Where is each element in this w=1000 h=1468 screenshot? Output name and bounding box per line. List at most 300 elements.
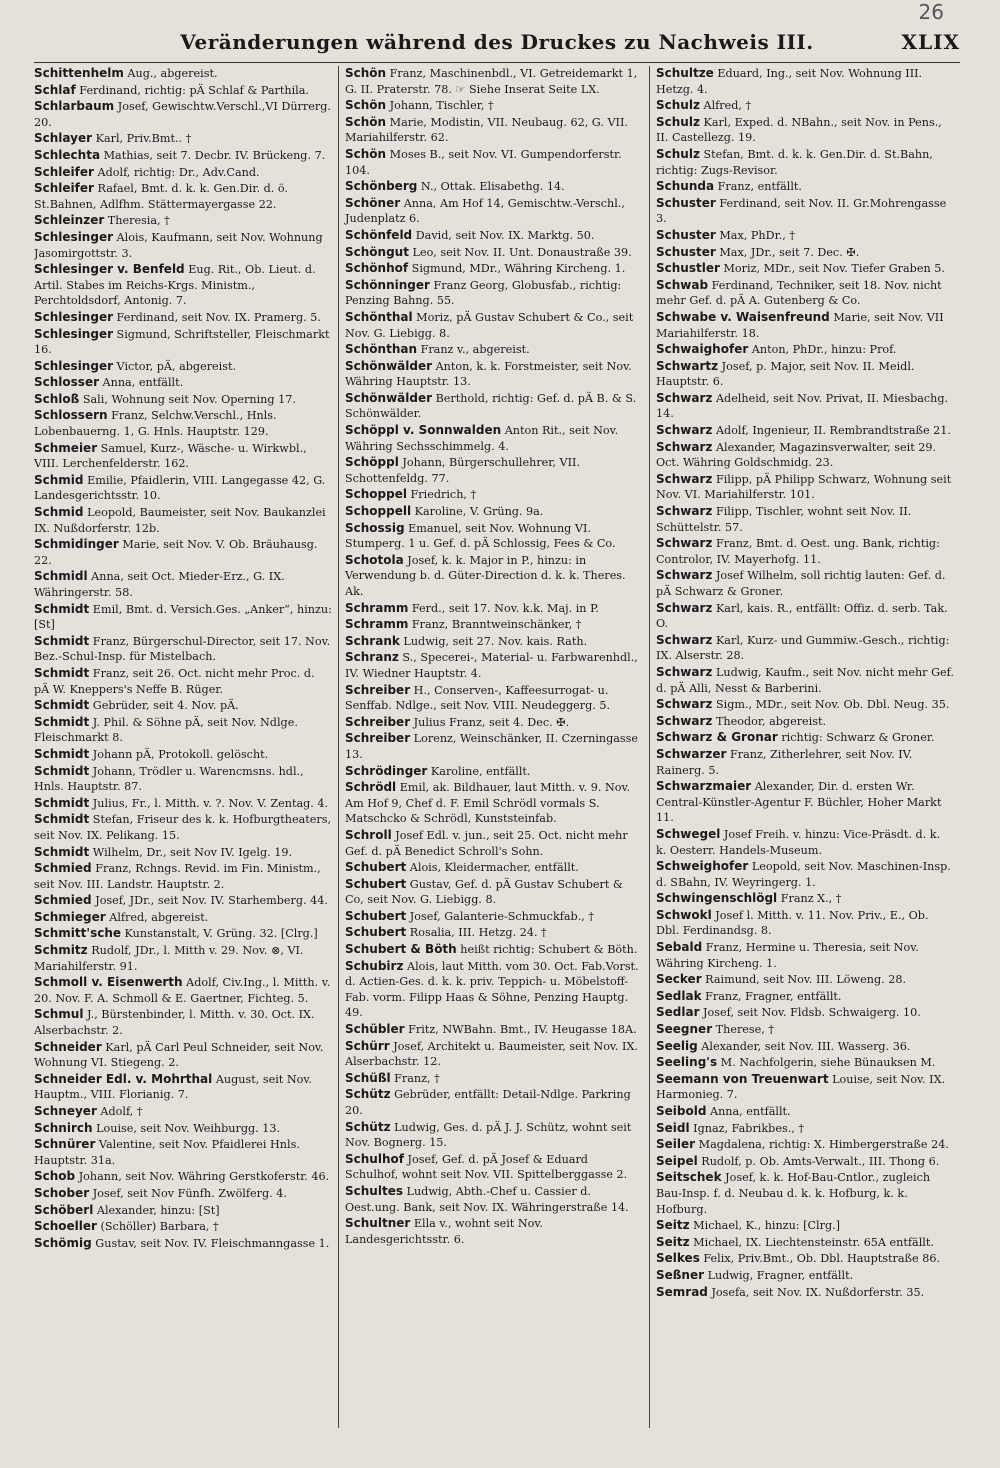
entry-name: Schlesinger: [34, 358, 113, 373]
entry-name: Schürr: [345, 1038, 390, 1053]
directory-entry: [34, 569, 332, 600]
entry-name: Schwarzmaier: [656, 779, 752, 794]
entry-name: Schöberl: [34, 1202, 94, 1217]
entry-text: Karl, Exped. d. NBahn., seit Nov. in Pens., II. Castellezg. 19.: [656, 115, 942, 145]
entry-name: Schmidt: [34, 844, 90, 859]
entry-name: Schütz: [345, 1087, 391, 1102]
entry-name: Schönninger: [345, 277, 430, 292]
entry-name: Schrödl: [345, 780, 397, 795]
directory-entry: [345, 521, 643, 552]
directory-entry: [656, 245, 954, 261]
entry-text: Rudolf, p. Ob. Amts-Verwalt., III. Thong 6.: [697, 1154, 940, 1168]
entry-name: Schneider Edl. v. Mohrthal: [34, 1071, 213, 1086]
entry-text: Fritz, NWBahn. Bmt., IV. Heugasse 18A.: [404, 1023, 637, 1037]
directory-entry: [656, 472, 954, 503]
entry-text: Michael, K., hinzu: [Clrg.]: [689, 1219, 841, 1233]
entry-name: Schoppell: [345, 504, 412, 519]
directory-entry: [34, 327, 332, 358]
entry-name: Schneyer: [34, 1104, 97, 1118]
directory-entry: [656, 601, 954, 632]
entry-text: Sali, Wohnung seit Nov. Operning 17.: [79, 392, 296, 406]
entry-text: Theodor, abgereist.: [712, 714, 827, 728]
entry-name: Schoppel: [345, 487, 407, 502]
entry-text: Franz, †: [390, 1071, 440, 1085]
directory-entry: [656, 1235, 954, 1251]
entry-text: Therese, †: [712, 1023, 774, 1037]
directory-entry: [34, 537, 332, 568]
entry-text: Ludwig, Abth.-Chef u. Cassier d. Oest.ung. Bank, seit Nov. IX. Währingerstraße 14.: [345, 1184, 629, 1214]
entry-name: Schuster: [656, 195, 716, 210]
entry-text: Stefan, Friseur des k. k. Hofburgtheaters, seit Nov. IX. Pelikang. 15.: [34, 813, 331, 842]
entry-name: Schön: [345, 114, 387, 129]
directory-entry: [34, 473, 332, 504]
directory-entry: [656, 891, 954, 907]
entry-name: Schmidinger: [34, 537, 119, 552]
entry-text: Raimund, seit Nov. III. Löweng. 28.: [701, 973, 907, 987]
entry-name: Schwarz: [656, 536, 713, 551]
directory-entry: [345, 828, 643, 859]
entry-name: Schultes: [345, 1183, 403, 1198]
entry-text: Johann, Trödler u. Warencmsns. hdl., Hnls. Hauptstr. 87.: [34, 764, 304, 794]
entry-name: Schloß: [34, 391, 80, 406]
directory-entry: [345, 617, 643, 633]
entry-name: Schmidt: [34, 714, 90, 729]
entry-text: Franz, Maschinenbdl., VI. Getreidemarkt 1, G. II. Praterstr. 78. ☞ Siehe Inserat Seite LX.: [345, 67, 638, 96]
directory-entry: [34, 408, 332, 439]
entry-text: Gebrüder, entfällt: Detail-Ndlge. Parkring 20.: [345, 1088, 631, 1117]
directory-entry: [34, 1219, 332, 1235]
directory-entry: [656, 342, 954, 358]
entry-text: Franz, Rchngs. Revid. im Fin. Ministm., seit Nov. III. Landstr. Hauptstr. 2.: [34, 862, 321, 891]
entry-name: Schober: [34, 1185, 90, 1200]
entry-name: Schmidt: [34, 601, 90, 616]
directory-entry: [345, 196, 643, 227]
entry-text: David, seit Nov. IX. Marktg. 50.: [412, 228, 595, 242]
entry-name: Schmidt: [34, 746, 90, 761]
entry-text: Eug. Rit., Ob. Lieut. d. Artil. Stabes im Reichs-Krgs. Ministm., Perchtoldsdorf, Antonig. 7.: [34, 263, 316, 308]
entry-text: Emil, ak. Bildhauer, laut Mitth. v. 9. Nov. Am Hof 9, Chef d. F. Emil Schrödl vormals S. Matschcko & Schrödl, Kunststeinfab.: [345, 781, 631, 826]
directory-entry: [656, 440, 954, 471]
entry-text: Michael, IX. Liechtensteinstr. 65A entfällt.: [689, 1235, 934, 1249]
entry-name: Seeling's: [656, 1055, 718, 1070]
entry-text: Ferdinand, seit Nov. II. Gr.Mohrengasse 3.: [656, 196, 947, 226]
directory-entry: [345, 650, 643, 681]
entry-text: Josef, k. k. Major in P., hinzu: in Verwendung b. d. Güter-Direction d. k. k. Theres. Ak.: [345, 553, 626, 598]
entry-text: Louise, seit Nov. IX. Harmonieg. 7.: [656, 1072, 946, 1102]
entry-text: Karl, pÄ Carl Peul Schneider, seit Nov. Wohnung VI. Stiegeng. 2.: [34, 1040, 324, 1070]
entry-name: Schübler: [345, 1022, 405, 1037]
entry-text: Aug., abgereist.: [123, 67, 218, 80]
entry-text: Josef Freih. v. hinzu: Vice-Präsdt. d. k. k. Oesterr. Handels-Museum.: [656, 827, 941, 857]
directory-entry: [656, 179, 954, 195]
directory-entry: [345, 1022, 643, 1038]
entry-name: Schramm: [345, 617, 409, 632]
directory-entry: [34, 812, 332, 843]
directory-entry: [656, 568, 954, 599]
entry-name: Schmidt: [34, 665, 90, 680]
directory-entry: [345, 423, 643, 454]
entry-name: Schmoll v. Eisenwerth: [34, 975, 183, 990]
directory-entry: [345, 245, 643, 261]
directory-entry: [345, 860, 643, 876]
entry-name: Schömig: [34, 1235, 92, 1250]
directory-entry: [656, 1285, 954, 1301]
entry-text: Filipp, pÄ Philipp Schwarz, Wohnung seit Nov. VI. Mariahilferstr. 101.: [656, 472, 952, 502]
directory-entry: [345, 179, 643, 195]
directory-entry: [656, 908, 954, 939]
entry-name: Schulz: [656, 146, 700, 161]
entry-name: Schlosser: [34, 375, 99, 390]
page-title: Veränderungen während des Druckes zu Nachweis III.: [180, 30, 814, 54]
directory-entry: [656, 827, 954, 858]
directory-entry: [656, 1022, 954, 1038]
directory-entry: [656, 1039, 954, 1055]
entry-text: Franz X., †: [777, 892, 842, 906]
entry-text: Ferdinand, Techniker, seit 18. Nov. nicht mehr Gef. d. pÄ A. Gutenberg & Co.: [656, 278, 942, 308]
entry-name: Schwarz: [656, 423, 713, 438]
entry-name: Schwingenschlögl: [656, 891, 778, 906]
entry-text: Emil, Bmt. d. Versich.Ges. „Anker“, hinzu: [St]: [34, 602, 332, 632]
directory-entry: [656, 536, 954, 567]
entry-text: Mathias, seit 7. Decbr. IV. Brückeng. 7.: [100, 148, 326, 162]
directory-entry: [345, 877, 643, 908]
directory-entry: [656, 147, 954, 178]
directory-entry: [656, 423, 954, 439]
entry-text: Samuel, Kurz-, Wäsche- u. Wirkwbl., VIII. Lerchenfelderstr. 162.: [34, 441, 307, 471]
entry-name: Sedlar: [656, 1005, 700, 1020]
directory-entry: [345, 487, 643, 503]
entry-text: Franz Georg, Globusfab., richtig: Penzing Bahng. 55.: [345, 278, 622, 308]
entry-text: Alois, laut Mitth. vom 30. Oct. Fab.Vorst. d. Actien-Ges. d. k. k. priv. Teppich- u. Möbelstoff-Fab. vorm. Filipp Haas & Söhne, Penzing Hauptg. 49.: [345, 959, 639, 1020]
entry-name: Schlaf: [34, 82, 76, 97]
entry-text: Gustav, seit Nov. IV. Fleischmanngasse 1.: [91, 1236, 330, 1250]
entry-name: Schnirch: [34, 1120, 93, 1135]
directory-entry: [34, 943, 332, 974]
entry-name: Schönwälder: [345, 358, 433, 373]
entry-text: Anna, Am Hof 14, Gemischtw.-Verschl., Judenplatz 6.: [345, 196, 625, 226]
directory-entry: [656, 1218, 954, 1234]
entry-text: Anton Rit., seit Nov. Währing Sechsschimmelg. 4.: [345, 424, 619, 453]
entry-text: Ludwig, Ges. d. pÄ J. J. Schütz, wohnt seit Nov. Bognerg. 15.: [345, 1120, 632, 1150]
entry-name: Schmieger: [34, 909, 106, 924]
entry-text: Alfred, †: [699, 99, 752, 113]
entry-text: Rudolf, JDr., l. Mitth v. 29. Nov. ⊗, VI. Mariahilferstr. 91.: [34, 944, 304, 973]
entry-name: Schultze: [656, 66, 714, 80]
directory-entry: [34, 310, 332, 326]
directory-entry: [34, 148, 332, 164]
entry-text: Franz, Branntweinschänker, †: [408, 618, 582, 632]
directory-entry: [656, 859, 954, 890]
directory-entry: [345, 634, 643, 650]
entry-name: Schwarz: [656, 568, 713, 583]
directory-entry: [34, 910, 332, 926]
entry-text: Anna, seit Oct. Mieder-Erz., G. IX. Währingerstr. 58.: [34, 570, 285, 599]
entry-text: Victor, pÄ, abgereist.: [113, 359, 237, 373]
directory-entry: [34, 1137, 332, 1168]
entry-text: Rosalia, III. Hetzg. 24. †: [406, 926, 547, 940]
entry-text: Lorenz, Weinschänker, II. Czerningasse 13.: [345, 732, 639, 761]
entry-text: Gustav, Gef. d. pÄ Gustav Schubert & Co, seit Nov. G. Liebigg. 8.: [345, 877, 623, 907]
directory-entry: [345, 359, 643, 390]
entry-text: Josef, Architekt u. Baumeister, seit Nov. IX. Alserbachstr. 12.: [345, 1039, 638, 1069]
entry-text: Moriz, MDr., seit Nov. Tiefer Graben 5.: [719, 262, 945, 276]
entry-name: Schlesinger v. Benfeld: [34, 262, 185, 277]
header-rule: [34, 62, 960, 63]
directory-entry: [656, 697, 954, 713]
entry-text: Ludwig, Fragner, entfällt.: [704, 1268, 854, 1282]
entry-text: Rafael, Bmt. d. k. k. Gen.Dir. d. ö. St.Bahnen, Adlfhm. Stättermayergasse 22.: [34, 182, 288, 211]
directory-entry: [656, 1268, 954, 1284]
directory-entry: [34, 181, 332, 212]
entry-name: Schwegel: [656, 826, 721, 841]
pencil-note: 26: [918, 0, 944, 24]
directory-entry: [34, 1203, 332, 1219]
entry-text: Moriz, pÄ Gustav Schubert & Co., seit Nov. G. Liebigg. 8.: [345, 310, 634, 340]
entry-name: Schmidl: [34, 569, 88, 584]
directory-entry: [656, 115, 954, 146]
directory-entry: [345, 1216, 643, 1247]
entry-text: Leopold, Baumeister, seit Nov. Baukanzlei IX. Nußdorferstr. 12b.: [34, 506, 326, 535]
directory-entry: [345, 780, 643, 827]
entry-name: Schittenhelm: [34, 66, 124, 80]
entry-text: Franz, entfällt.: [714, 180, 802, 194]
directory-entry: [656, 278, 954, 309]
entry-text: Marie, Modistin, VII. Neubaug. 62, G. VII. Mariahilferstr. 62.: [345, 115, 628, 145]
directory-entry: [656, 1154, 954, 1170]
entry-text: Alexander, Dir. d. ersten Wr. Central-Künstler-Agentur F. Büchler, Hoher Markt 11.: [656, 780, 942, 825]
entry-name: Schmid: [34, 472, 84, 487]
entry-text: Adolf, Ingenieur, II. Rembrandtstraße 21.: [712, 424, 951, 438]
directory-entry: [34, 165, 332, 181]
entry-name: Schüßl: [345, 1070, 391, 1085]
directory-entry: [345, 98, 643, 114]
entry-name: Schlarbaum: [34, 99, 115, 114]
entry-name: Schreiber: [345, 731, 411, 746]
entry-text: Josef l. Mitth. v. 11. Nov. Priv., E., Ob. Dbl. Ferdinandsg. 8.: [656, 908, 929, 938]
directory-entry: [345, 310, 643, 341]
entry-name: Schlossern: [34, 408, 108, 423]
entry-text: J., Bürstenbinder, l. Mitth. v. 30. Oct. IX. Alserbachstr. 2.: [34, 1008, 315, 1038]
entry-text: Ignaz, Fabrikbes., †: [689, 1121, 804, 1135]
entry-name: Schubert: [345, 925, 407, 940]
entry-name: Schwokl: [656, 907, 712, 922]
entry-text: H., Conserven-, Kaffeesurrogat- u. Senffab. Ndlge., seit Nov. VIII. Neudeggerg. 5.: [345, 683, 611, 713]
directory-entry: [345, 731, 643, 762]
entry-name: Schwarz: [656, 632, 713, 647]
directory-entry: [656, 972, 954, 988]
directory-column-2: [338, 66, 649, 1428]
entry-name: Schunda: [656, 179, 715, 194]
entry-text: Louise, seit Nov. Weihburgg. 13.: [92, 1121, 281, 1135]
entry-name: Schöppl: [345, 455, 399, 470]
directory-entry: [34, 230, 332, 261]
entry-text: Moses B., seit Nov. VI. Gumpendorferstr. 104.: [345, 147, 622, 177]
directory-column-3: [649, 66, 960, 1428]
directory-entry: [34, 441, 332, 472]
entry-text: Stefan, Bmt. d. k. k. Gen.Dir. d. St.Bahn, richtig: Zugs-Revisor.: [656, 147, 933, 177]
directory-entry: [656, 504, 954, 535]
directory-entry: [34, 131, 332, 147]
entry-name: Seiler: [656, 1137, 696, 1152]
entry-text: Kunstanstalt, V. Grüng. 32. [Clrg.]: [121, 927, 318, 941]
entry-name: Schranz: [345, 650, 399, 665]
directory-entry: [34, 1104, 332, 1120]
entry-name: Schwabe v. Waisenfreund: [656, 309, 830, 324]
entry-name: Schmeier: [34, 440, 98, 455]
entry-text: Filipp, Tischler, wohnt seit Nov. II. Schüttelstr. 57.: [656, 505, 912, 534]
entry-name: Schwab: [656, 277, 709, 292]
entry-text: heißt richtig: Schubert & Böth.: [456, 943, 638, 957]
entry-text: Johann pÄ, Protokoll. gelöscht.: [89, 747, 269, 761]
directory-entry: [656, 747, 954, 778]
entry-name: Schubert: [345, 860, 407, 875]
entry-name: Schleinzer: [34, 213, 105, 228]
directory-entry: [345, 553, 643, 600]
entry-text: Franz, Zitherlehrer, seit Nov. IV. Rainerg. 5.: [656, 747, 913, 777]
entry-text: Josef, Gewischtw.Verschl.,VI Dürrerg. 20.: [34, 100, 331, 129]
entry-name: Schöppl v. Sonnwalden: [345, 423, 502, 438]
directory-entry: [345, 959, 643, 1021]
entry-name: Schrödinger: [345, 763, 428, 778]
entry-name: Seitz: [656, 1234, 690, 1249]
entry-text: Franz, Bmt. d. Oest. ung. Bank, richtig: Controlor, IV. Mayerhofg. 11.: [656, 537, 940, 566]
directory-entry: [656, 359, 954, 390]
entry-text: Anna, entfällt.: [99, 376, 184, 390]
entry-name: Schob: [34, 1169, 76, 1184]
entry-name: Schwarz: [656, 439, 713, 454]
entry-name: Schönfeld: [345, 227, 413, 242]
entry-name: Schuster: [656, 227, 716, 242]
directory-entry: [345, 228, 643, 244]
directory-entry: [34, 764, 332, 795]
entry-text: Franz, seit 26. Oct. nicht mehr Proc. d. pÄ W. Kneppers's Neffe B. Rüger.: [34, 666, 315, 696]
directory-entry: [656, 1055, 954, 1071]
entry-text: Adolf, richtig: Dr., Adv.Cand.: [93, 165, 260, 179]
entry-name: Schleifer: [34, 181, 94, 196]
entry-name: Seitschek: [656, 1170, 722, 1185]
entry-text: Josef, Galanterie-Schmuckfab., †: [406, 909, 594, 923]
entry-name: Schubert: [345, 876, 407, 891]
entry-name: Schreiber: [345, 714, 411, 729]
entry-name: Seßner: [656, 1267, 705, 1282]
entry-name: Schulz: [656, 114, 700, 129]
entry-name: Seidl: [656, 1120, 690, 1135]
directory-entry: [34, 99, 332, 130]
entry-name: Schnürer: [34, 1137, 96, 1152]
entry-text: Alois, Kleidermacher, entfällt.: [406, 861, 579, 875]
entry-name: Schwarz: [656, 713, 713, 728]
entry-text: Franz, Selchw.Verschl., Hnls. Lobenbauerng. 1, G. Hnls. Hauptstr. 129.: [34, 409, 277, 439]
entry-name: Schwarzer: [656, 746, 727, 761]
entry-name: Schweighofer: [656, 859, 749, 874]
directory-entry: [345, 115, 643, 146]
entry-text: Emanuel, seit Nov. Wohnung VI. Stumperg. 1 u. Gef. d. pÄ Schlossig, Fees & Co.: [345, 521, 616, 551]
directory-entry: [656, 714, 954, 730]
directory-entry: [34, 634, 332, 665]
directory-entry: [656, 633, 954, 664]
directory-entry: [345, 683, 643, 714]
entry-text: Adelheid, seit Nov. Privat, II. Miesbachg. 14.: [656, 391, 949, 421]
directory-entry: [345, 261, 643, 277]
directory-entry: [34, 602, 332, 633]
entry-name: Schwarz: [656, 390, 713, 405]
entry-name: Schön: [345, 146, 387, 161]
entry-name: Schön: [345, 66, 387, 80]
entry-name: Schmitz: [34, 943, 88, 958]
directory-entry: [656, 1104, 954, 1120]
directory-entry: [656, 1251, 954, 1267]
directory-entry: [345, 1071, 643, 1087]
entry-name: Schwartz: [656, 358, 719, 373]
entry-name: Schneider: [34, 1039, 102, 1054]
entry-name: Schlesinger: [34, 326, 113, 341]
page-header: [34, 30, 960, 60]
directory-entry: [34, 392, 332, 408]
directory-entry: [34, 666, 332, 697]
entry-text: (Schöller) Barbara, †: [96, 1220, 219, 1234]
entry-text: Julius, Fr., l. Mitth. v. ?. Nov. V. Zentag. 4.: [89, 796, 329, 810]
directory-entry: [34, 1121, 332, 1137]
directory-entry: [345, 1184, 643, 1215]
entry-text: Anton, k. k. Forstmeister, seit Nov. Währing Hauptstr. 13.: [345, 359, 632, 389]
directory-entry: [34, 1236, 332, 1252]
entry-name: Seelig: [656, 1038, 698, 1053]
directory-entry: [345, 601, 643, 617]
directory-entry: [34, 66, 332, 82]
entry-text: Alexander, seit Nov. III. Wasserg. 36.: [697, 1039, 911, 1053]
entry-name: Schulz: [656, 98, 700, 113]
directory-entry: [34, 359, 332, 375]
directory-entry: [345, 147, 643, 178]
directory-entry: [34, 1040, 332, 1071]
entry-name: Schoeller: [34, 1219, 97, 1234]
entry-text: Adolf, Civ.Ing., l. Mitth. v. 20. Nov. F. A. Schmoll & E. Gaertner, Fichteg. 5.: [34, 976, 331, 1005]
entry-text: Karoline, V. Grüng. 9a.: [411, 505, 544, 519]
entry-name: Schwarz: [656, 697, 713, 712]
directory-entry: [34, 213, 332, 229]
entry-text: Johann, Tischler, †: [386, 99, 494, 113]
entry-text: Adolf, †: [96, 1105, 143, 1118]
entry-name: Schuster: [656, 244, 716, 259]
entry-name: Schwarz: [656, 471, 713, 486]
entry-text: Sigmund, Schriftsteller, Fleischmarkt 16.: [34, 327, 330, 357]
entry-text: Franz v., abgereist.: [417, 343, 530, 357]
directory-entry: [34, 893, 332, 909]
entry-text: Josef, seit Nov Fünfh. Zwölferg. 4.: [89, 1186, 287, 1200]
entry-text: Friedrich, †: [406, 488, 477, 502]
entry-text: Max, PhDr., †: [715, 228, 795, 242]
entry-text: Karoline, entfällt.: [427, 764, 531, 778]
directory-entry: [34, 845, 332, 861]
entry-name: Schleifer: [34, 164, 94, 179]
entry-text: Ludwig, Kaufm., seit Nov. nicht mehr Gef. d. pÄ Alli, Nesst & Barberini.: [656, 665, 954, 695]
entry-name: Schramm: [345, 600, 409, 615]
entry-text: Franz, Bürgerschul-Director, seit 17. Nov. Bez.-Schul-Insp. für Mistelbach.: [34, 634, 331, 664]
entry-text: Alois, Kaufmann, seit Nov. Wohnung Jasomirgottstr. 3.: [34, 230, 323, 260]
entry-name: Schmitt'sche: [34, 926, 121, 941]
directory-entry: [34, 1186, 332, 1202]
entry-text: Josef, Gef. d. pÄ Josef & Eduard Schulhof, wohnt seit Nov. VII. Spittelberggasse 2.: [345, 1152, 628, 1182]
entry-text: Johann, Bürgerschullehrer, VII. Schottenfeldg. 77.: [345, 456, 580, 485]
entry-text: Alexander, hinzu: [St]: [93, 1203, 220, 1217]
directory-entry: [656, 989, 954, 1005]
directory-entry: [34, 861, 332, 892]
entry-text: Leopold, seit Nov. Maschinen-Insp. d. SBahn, IV. Weyringerg. 1.: [656, 860, 951, 889]
directory-entry: [34, 1007, 332, 1038]
entry-name: Schultner: [345, 1216, 411, 1231]
entry-name: Selkes: [656, 1251, 700, 1266]
directory-entry: [656, 310, 954, 341]
